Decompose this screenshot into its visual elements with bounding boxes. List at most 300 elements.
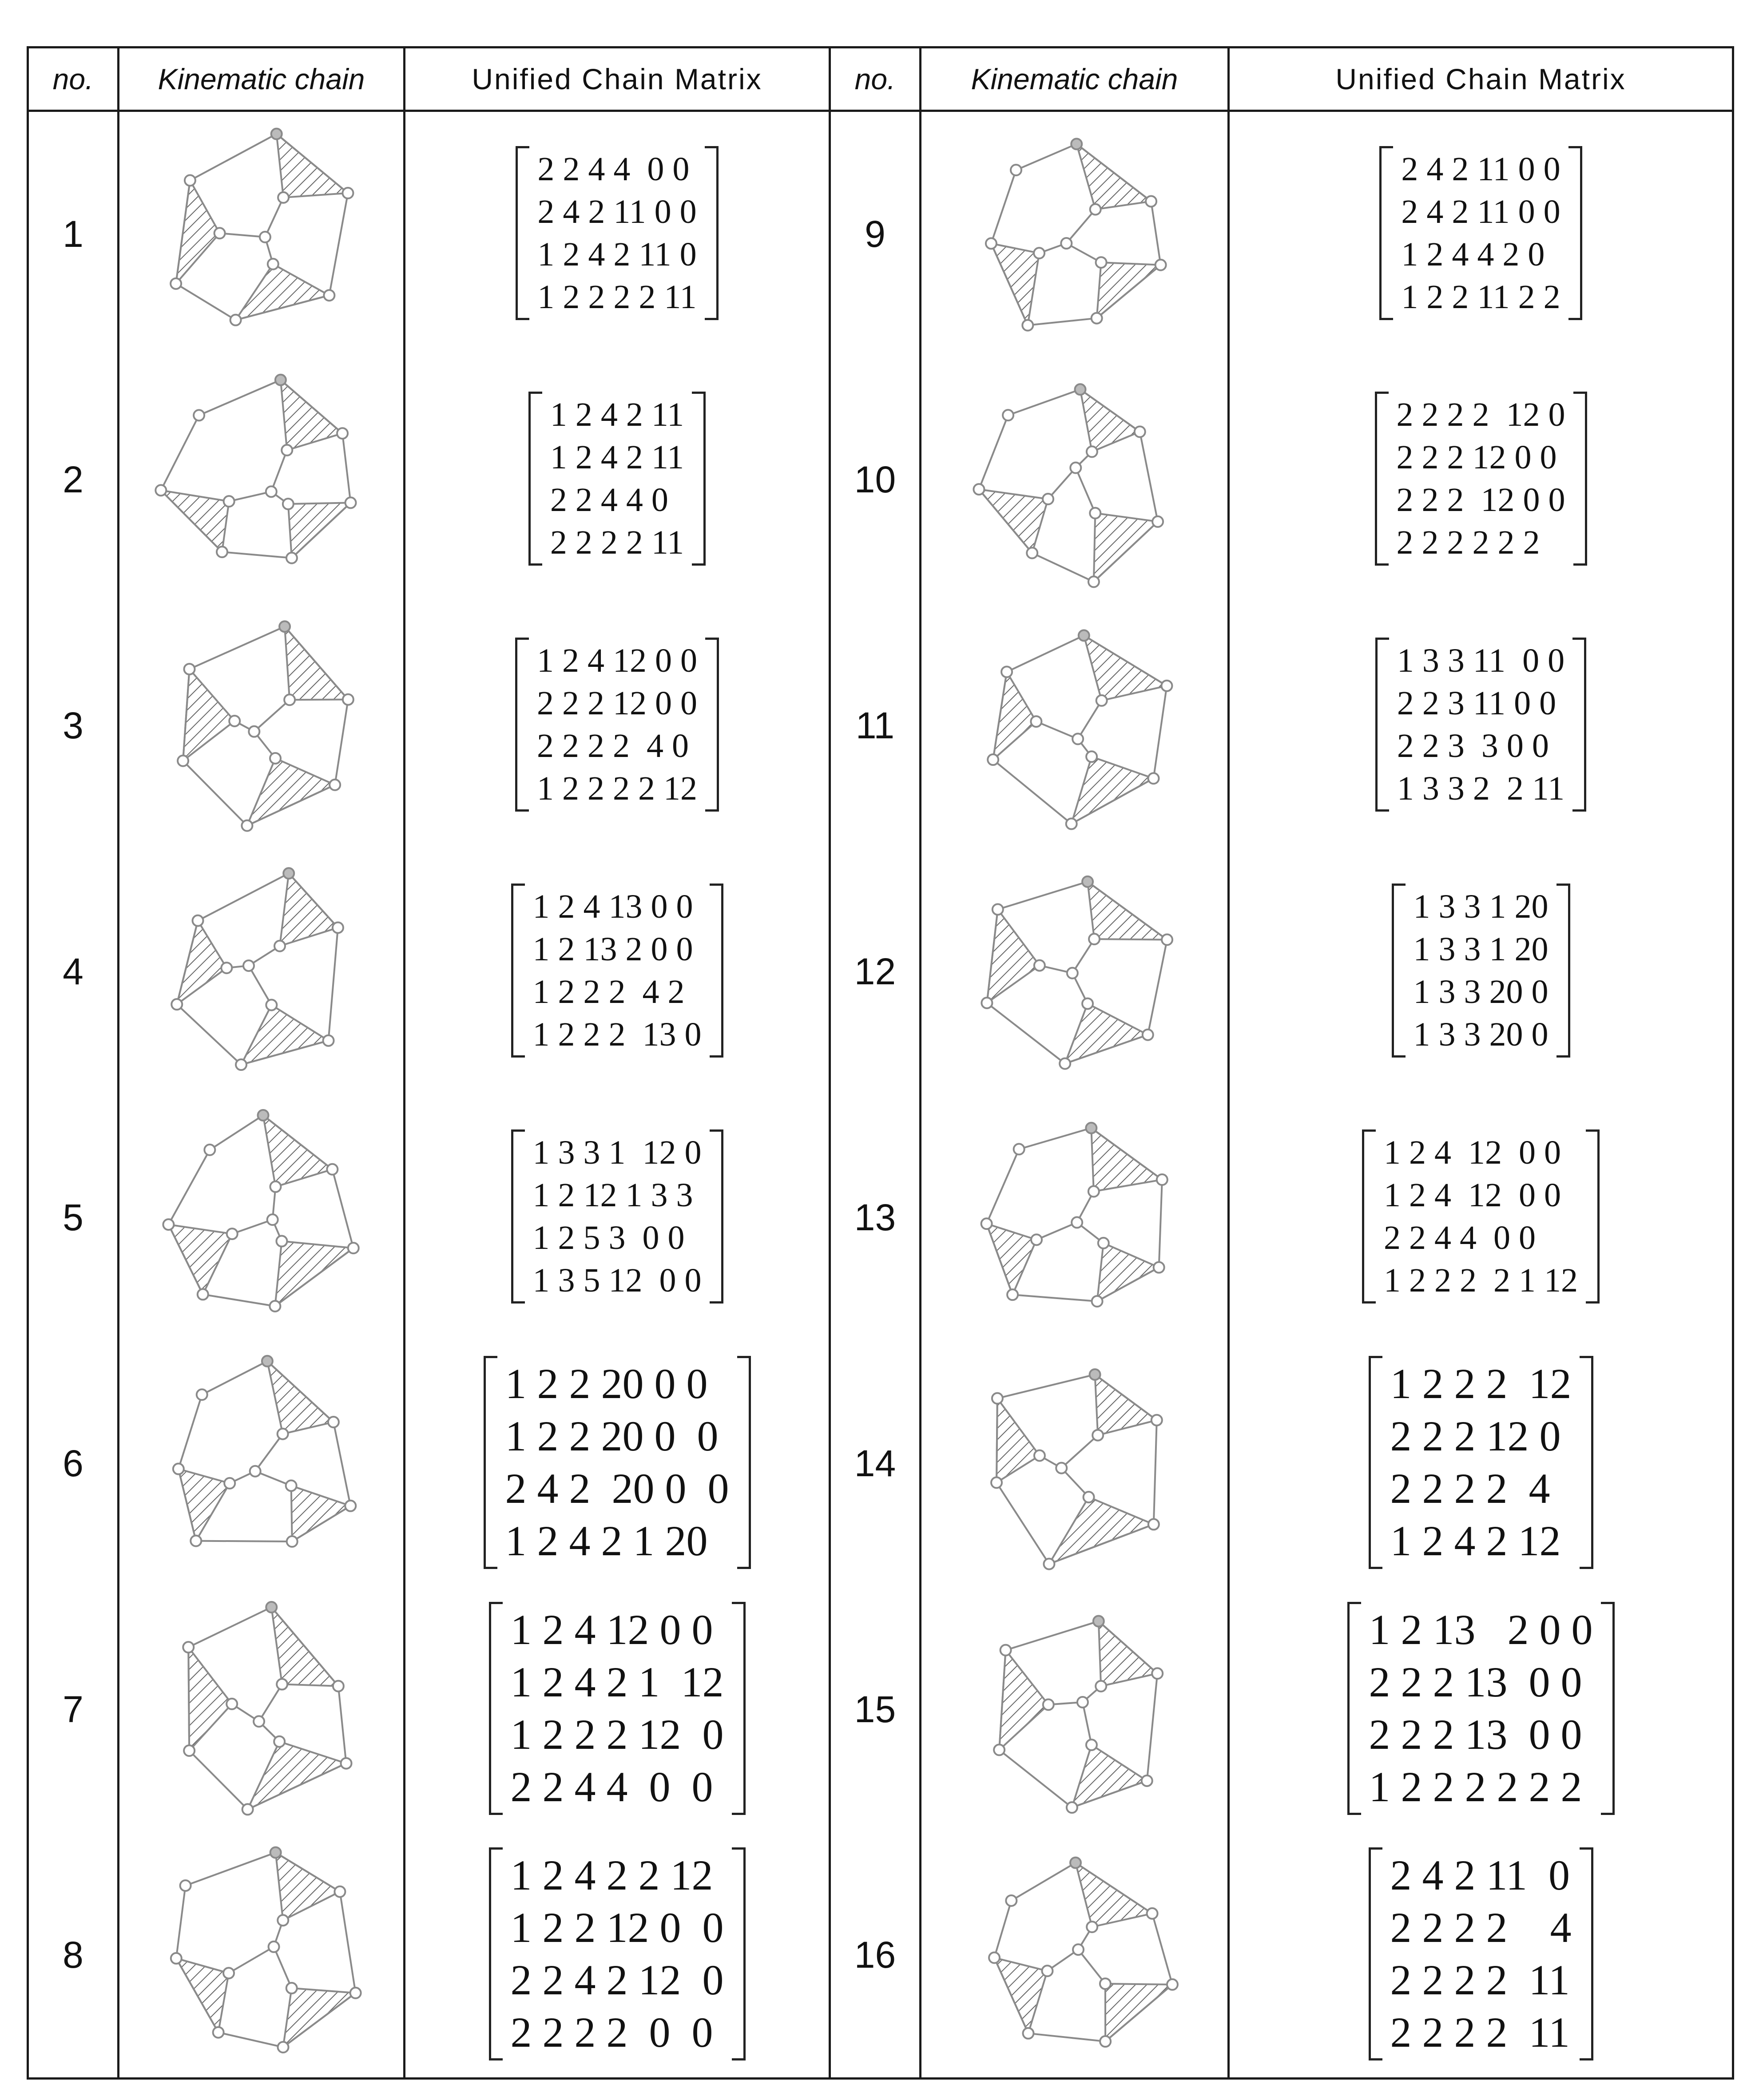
- left-bracket: [1362, 1129, 1376, 1304]
- joint: [223, 1968, 234, 1978]
- joint: [224, 1478, 235, 1488]
- joint: [1077, 1696, 1088, 1707]
- binary-link: [1007, 635, 1084, 672]
- kinematic-chain-cell: [921, 1341, 1229, 1587]
- binary-link: [255, 1434, 282, 1471]
- joint: [1161, 680, 1172, 691]
- joint: [1010, 165, 1021, 175]
- joint: [276, 1236, 287, 1246]
- matrix-row: 2 2 2 13 0 0: [1369, 1658, 1582, 1706]
- right-bracket: [1556, 884, 1570, 1058]
- matrix-row: 1 3 3 11 0 0: [1397, 642, 1565, 679]
- binary-link: [1032, 553, 1094, 582]
- right-bracket: [710, 1129, 723, 1304]
- joint: [1086, 446, 1097, 457]
- joint: [342, 188, 353, 198]
- joint: [1088, 576, 1099, 587]
- binary-link: [1013, 1295, 1097, 1301]
- joint: [259, 232, 270, 242]
- joint: [226, 1698, 237, 1709]
- kinematic-chain-cell: [921, 849, 1229, 1095]
- joint: [991, 1477, 1002, 1488]
- binary-link: [161, 415, 199, 490]
- joint: [284, 694, 295, 705]
- joint: [1151, 1415, 1162, 1425]
- chain-number: 2: [28, 357, 119, 603]
- binary-link: [178, 1395, 202, 1469]
- joint: [1152, 1668, 1163, 1679]
- matrix-row: 1 2 4 2 11 0: [537, 236, 697, 273]
- matrix-cell: [1229, 849, 1733, 1095]
- joint: [282, 499, 293, 509]
- joint: [1061, 238, 1072, 249]
- binary-link: [993, 760, 1072, 824]
- joint: [286, 1983, 297, 1993]
- joint: [1043, 494, 1053, 504]
- header-kinematic-chain-right: Kinematic chain: [921, 48, 1229, 111]
- chain-number: 13: [830, 1095, 921, 1341]
- joint: [1006, 1895, 1016, 1906]
- right-bracket: [1572, 638, 1586, 812]
- matrix-row: 1 2 2 2 2 1 12: [1384, 1262, 1578, 1299]
- joint: [171, 1953, 181, 1964]
- unified-chain-matrix: [1369, 1356, 1593, 1569]
- chain-number: 4: [28, 849, 119, 1095]
- joint: [981, 1218, 992, 1229]
- binary-link: [1159, 1180, 1162, 1268]
- matrix-row: 1 3 5 12 0 0: [532, 1262, 702, 1299]
- ternary-link: [183, 669, 234, 761]
- binary-link: [229, 491, 271, 501]
- ternary-link: [986, 1224, 1036, 1295]
- chain-number: 7: [28, 1587, 119, 1833]
- joint: [1148, 1519, 1159, 1529]
- joint: [1092, 1430, 1103, 1440]
- joint: [1152, 516, 1163, 527]
- unified-chain-matrix: [1392, 884, 1570, 1058]
- matrix-cell: [405, 111, 830, 357]
- right-bracket: [705, 638, 719, 812]
- joint: [214, 228, 225, 238]
- joint: [345, 1500, 356, 1511]
- binary-link: [188, 1607, 271, 1647]
- right-bracket: [692, 392, 706, 566]
- right-bracket: [710, 884, 723, 1058]
- matrix-cell: [405, 357, 830, 603]
- binary-link: [1147, 1673, 1157, 1781]
- joint: [1167, 1979, 1177, 1990]
- binary-link: [329, 193, 348, 295]
- kinematic-chain-diagram: [146, 1353, 377, 1575]
- header-unified-chain-matrix: Unified Chain Matrix: [405, 48, 830, 111]
- joint: [1034, 960, 1044, 971]
- kinematic-chain-cell: [119, 1341, 405, 1587]
- kinematic-chain-cell: [921, 357, 1229, 603]
- binary-link: [1078, 1949, 1105, 1984]
- left-bracket: [484, 1356, 497, 1569]
- joint: [1034, 1450, 1044, 1461]
- matrix-row: 1 3 3 1 12 0: [532, 1134, 702, 1171]
- joint: [278, 2042, 288, 2052]
- binary-link: [1028, 318, 1096, 325]
- chain-number: 1: [28, 111, 119, 357]
- binary-link: [176, 284, 235, 320]
- kinematic-chain-diagram: [959, 1599, 1190, 1821]
- binary-link: [328, 927, 338, 1040]
- left-bracket: [489, 1602, 503, 1815]
- binary-link: [1019, 1128, 1091, 1149]
- right-bracket: [1568, 146, 1582, 320]
- binary-link: [219, 233, 265, 237]
- joint: [332, 922, 343, 933]
- chain-number: 14: [830, 1341, 921, 1587]
- joint: [324, 290, 334, 301]
- binary-link: [188, 1647, 189, 1751]
- matrix-row: 2 2 2 12 0 0: [1396, 439, 1557, 476]
- joint: [286, 1480, 296, 1491]
- matrix-row: 1 3 3 1 20: [1413, 888, 1549, 925]
- kinematic-chain-diagram: [146, 123, 377, 345]
- joint: [988, 754, 998, 765]
- kinematic-chain-diagram: [959, 861, 1190, 1083]
- joint: [178, 755, 188, 766]
- unified-chain-matrix: [515, 638, 719, 812]
- joint: [171, 999, 182, 1010]
- matrix-row: 2 2 4 4 0 0: [537, 151, 690, 188]
- joint: [333, 1680, 343, 1691]
- matrix-row: 2 2 2 12 0 0: [537, 685, 697, 722]
- joint: [334, 1886, 345, 1897]
- matrix-rows: [525, 1129, 710, 1304]
- matrix-row: 2 2 3 11 0 0: [1397, 685, 1556, 722]
- ternary-link: [176, 1958, 228, 2033]
- binary-link: [332, 1169, 353, 1248]
- joint: [277, 1428, 288, 1439]
- ternary-link: [178, 1469, 229, 1541]
- binary-link: [271, 450, 286, 491]
- unified-chain-matrix: [511, 1129, 723, 1304]
- binary-link: [1140, 432, 1157, 521]
- matrix-cell: [405, 1587, 830, 1833]
- joint: [1155, 260, 1166, 270]
- ground-joint: [258, 1109, 268, 1120]
- binary-link: [1152, 1914, 1172, 1985]
- kinematic-chain-diagram: [146, 1599, 377, 1821]
- binary-link: [997, 1374, 1095, 1398]
- table-row: [28, 1587, 1733, 1833]
- joint: [226, 1228, 237, 1239]
- matrix-row: 1 3 3 1 20: [1413, 931, 1549, 968]
- chain-number: 16: [830, 1833, 921, 2079]
- binary-link: [1005, 1621, 1098, 1650]
- matrix-row: 1 2 4 2 11: [550, 439, 684, 476]
- table-row: [28, 1095, 1733, 1341]
- joint: [1090, 507, 1100, 518]
- matrix-rows: [529, 638, 705, 812]
- matrix-row: 1 3 3 2 2 11: [1397, 770, 1565, 807]
- ground-joint: [1070, 1858, 1080, 1868]
- matrix-row: 1 2 4 2 11: [550, 396, 684, 433]
- matrix-row: 1 2 2 12 0 0: [510, 1903, 724, 1951]
- joint: [270, 1300, 280, 1311]
- ground-joint: [1078, 630, 1089, 641]
- matrix-row: 1 2 4 2 1 12: [510, 1658, 724, 1706]
- matrix-cell: [405, 1341, 830, 1587]
- binary-link: [1082, 1702, 1091, 1744]
- joint: [282, 444, 292, 455]
- ternary-link: [267, 1361, 333, 1434]
- ternary-link: [1091, 1128, 1162, 1191]
- left-bracket: [1392, 884, 1406, 1058]
- joint: [155, 485, 166, 495]
- kinematic-chain-diagram: [959, 1844, 1190, 2066]
- binary-link: [185, 1853, 275, 1886]
- binary-link: [994, 1901, 1011, 1958]
- joint: [286, 1536, 297, 1547]
- matrix-row: 2 4 2 11 0 0: [1401, 151, 1560, 188]
- joint: [985, 238, 996, 249]
- kinematic-chain-cell: [921, 1833, 1229, 2079]
- joint: [243, 960, 254, 971]
- binary-link: [1048, 468, 1076, 499]
- left-bracket: [1375, 638, 1389, 812]
- ternary-link: [263, 1115, 332, 1186]
- matrix-row: 1 2 2 2 12 0: [510, 1711, 724, 1758]
- joint: [337, 428, 348, 439]
- joint: [1092, 1296, 1102, 1307]
- joint: [274, 1736, 285, 1747]
- matrix-row: 2 2 2 2 11: [1390, 1956, 1570, 2004]
- joint: [1148, 773, 1159, 784]
- joint: [350, 1988, 361, 1998]
- joint: [286, 552, 297, 563]
- ground-joint: [262, 1355, 272, 1366]
- joint: [1070, 462, 1081, 473]
- matrix-row: 1 2 4 12 0 0: [537, 642, 697, 679]
- matrix-cell: [1229, 603, 1733, 849]
- joint: [230, 315, 241, 325]
- joint: [989, 1953, 1000, 1963]
- joint: [184, 1745, 195, 1756]
- matrix-rows: [1361, 1602, 1601, 1815]
- matrix-cell: [1229, 1833, 1733, 2079]
- unified-chain-matrix: [516, 146, 718, 320]
- joint: [267, 1214, 278, 1225]
- binary-link: [987, 1002, 1065, 1063]
- matrix-cell: [1229, 111, 1733, 357]
- binary-link: [333, 1422, 350, 1506]
- left-bracket: [516, 146, 529, 320]
- ternary-link: [188, 1647, 232, 1751]
- matrix-cell: [1229, 1341, 1733, 1587]
- matrix-row: 1 2 5 3 0 0: [532, 1219, 685, 1256]
- joint: [994, 1744, 1005, 1755]
- matrix-row: 2 2 2 2 11: [550, 524, 684, 561]
- matrix-row: 2 2 2 2 2 2: [1396, 524, 1540, 561]
- binary-link: [1036, 1222, 1077, 1240]
- chain-number: 9: [830, 111, 921, 357]
- binary-link: [1066, 209, 1095, 243]
- ternary-link: [997, 1398, 1040, 1482]
- matrix-row: 2 2 2 2 4: [1390, 1465, 1550, 1512]
- right-bracket: [737, 1356, 751, 1569]
- joint: [221, 963, 232, 973]
- joint: [1042, 1966, 1052, 1977]
- joint: [270, 1181, 281, 1192]
- joint: [213, 2027, 223, 2038]
- ternary-link: [279, 873, 338, 946]
- matrix-cell: [405, 603, 830, 849]
- joint: [1072, 733, 1083, 744]
- matrix-row: 2 2 4 4 0 0: [1384, 1219, 1536, 1256]
- joint: [223, 496, 234, 507]
- ternary-link: [168, 1224, 232, 1294]
- binary-link: [986, 1149, 1019, 1224]
- binary-link: [198, 873, 289, 921]
- kinematic-chain-cell: [119, 1833, 405, 2079]
- ground-joint: [1089, 1369, 1100, 1379]
- matrix-row: 1 2 4 12 0 0: [510, 1606, 713, 1653]
- joint: [1031, 716, 1041, 727]
- binary-link: [338, 1686, 346, 1763]
- kinematic-chain-cell: [921, 111, 1229, 357]
- matrix-row: 2 4 2 11 0 0: [1401, 193, 1560, 231]
- ternary-link: [280, 380, 342, 450]
- joint: [1007, 1289, 1018, 1300]
- binary-link: [249, 966, 271, 1005]
- kinematic-chain-diagram: [959, 1353, 1190, 1575]
- matrix-row: 2 2 2 13 0 0: [1369, 1711, 1582, 1758]
- right-bracket: [1580, 1847, 1593, 2060]
- binary-link: [259, 1684, 282, 1721]
- left-bracket: [1347, 1602, 1361, 1815]
- joint: [341, 1758, 351, 1768]
- ground-joint: [283, 868, 294, 879]
- unified-chain-matrix: [1375, 392, 1587, 566]
- ternary-link: [999, 1650, 1048, 1750]
- binary-link: [1016, 144, 1076, 170]
- joint: [1000, 1644, 1011, 1655]
- joint: [342, 694, 353, 705]
- right-bracket: [732, 1847, 746, 2060]
- left-bracket: [489, 1847, 503, 2060]
- joint: [1027, 547, 1037, 558]
- matrix-row: 1 2 13 2 0 0: [1369, 1606, 1593, 1653]
- matrix-row: 2 2 2 12 0 0: [1396, 481, 1565, 519]
- joint: [254, 1716, 264, 1727]
- binary-link: [202, 1361, 267, 1394]
- matrix-row: 1 2 12 1 3 3: [532, 1177, 693, 1214]
- right-bracket: [1580, 1356, 1593, 1569]
- joint: [1096, 695, 1107, 705]
- binary-link: [1078, 700, 1101, 738]
- matrix-row: 2 2 2 12 0: [1390, 1412, 1561, 1460]
- binary-link: [979, 415, 1008, 489]
- kinematic-chain-cell: [119, 849, 405, 1095]
- joint: [348, 1243, 358, 1253]
- joint: [1044, 1558, 1054, 1569]
- kinematic-chain-cell: [119, 357, 405, 603]
- binary-link: [340, 1892, 355, 1993]
- binary-link: [1153, 1420, 1156, 1524]
- binary-link: [229, 1947, 274, 1973]
- kinematic-chain-diagram: [146, 369, 377, 591]
- binary-link: [189, 1751, 247, 1809]
- ternary-link: [1071, 757, 1153, 824]
- header-unified-chain-matrix-right: Unified Chain Matrix: [1229, 48, 1733, 111]
- ternary-link: [177, 920, 226, 1004]
- joint: [1066, 818, 1076, 829]
- matrix-row: 1 2 2 20 0 0: [505, 1412, 719, 1460]
- matrix-row: 1 2 4 2 12: [1390, 1517, 1561, 1565]
- matrix-rows: [1389, 392, 1573, 566]
- joint: [1067, 967, 1077, 978]
- joint: [1162, 934, 1172, 945]
- binary-link: [176, 1886, 185, 1958]
- binary-link: [189, 626, 285, 669]
- ground-joint: [1093, 1616, 1104, 1626]
- kinematic-chain-diagram: [146, 615, 377, 837]
- joint: [1003, 410, 1013, 420]
- unified-chain-matrix: [1369, 1847, 1593, 2060]
- binary-link: [1061, 1435, 1098, 1468]
- chain-number: 3: [28, 603, 119, 849]
- matrix-row: 1 2 2 2 12: [1390, 1360, 1572, 1407]
- joint: [197, 1289, 208, 1300]
- header-no-right: no.: [830, 48, 921, 111]
- joint: [1086, 1739, 1096, 1750]
- matrix-rows: [503, 1847, 732, 2060]
- matrix-row: 1 2 2 20 0 0: [505, 1360, 708, 1407]
- matrix-row: 2 4 2 20 0 0: [505, 1465, 729, 1512]
- joint: [184, 175, 195, 186]
- matrix-cell: [405, 849, 830, 1095]
- binary-link: [335, 699, 348, 785]
- matrix-row: 1 2 2 11 2 2: [1401, 278, 1560, 316]
- unified-chain-matrix: [484, 1356, 751, 1569]
- joint: [1013, 1144, 1024, 1154]
- joint: [1153, 1262, 1164, 1272]
- joint: [191, 1535, 201, 1546]
- joint: [1100, 2036, 1111, 2047]
- kinematic-chain-cell: [119, 1095, 405, 1341]
- ground-joint: [1086, 1122, 1096, 1133]
- unified-chain-matrix: [1379, 146, 1582, 320]
- chain-number: 15: [830, 1587, 921, 1833]
- joint: [278, 1915, 288, 1926]
- matrix-row: 1 2 13 2 0 0: [532, 931, 693, 968]
- matrix-cell: [405, 1095, 830, 1341]
- ground-joint: [279, 621, 290, 632]
- joint: [242, 820, 252, 831]
- matrix-rows: [529, 146, 704, 320]
- ternary-link: [994, 1958, 1047, 2033]
- left-bracket: [528, 392, 542, 566]
- joint: [1031, 1234, 1042, 1245]
- matrix-row: 1 2 4 2 2 12: [510, 1851, 713, 1899]
- ground-joint: [266, 1602, 277, 1613]
- joint: [1023, 2028, 1033, 2039]
- binary-link: [199, 380, 281, 415]
- binary-link: [265, 198, 283, 237]
- binary-link: [1153, 685, 1167, 778]
- unified-chain-matrix: [528, 392, 706, 566]
- ground-joint: [275, 374, 286, 385]
- joint: [204, 1144, 215, 1155]
- table-row: [28, 1341, 1733, 1587]
- left-bracket: [515, 638, 529, 812]
- chain-number: 5: [28, 1095, 119, 1341]
